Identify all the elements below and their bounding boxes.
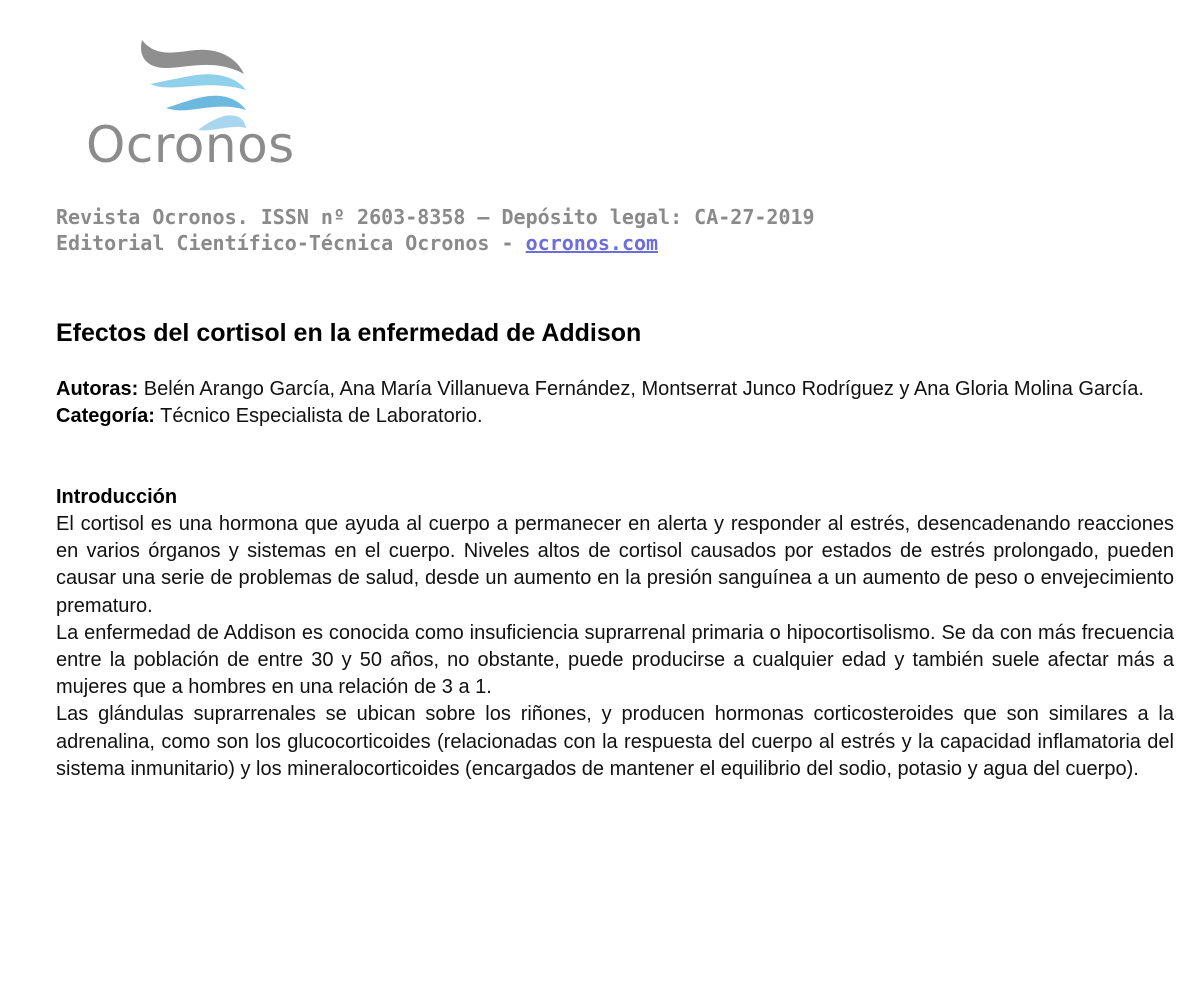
paragraph: El cortisol es una hormona que ayuda al cuerpo a permanecer en alerta y responder al estrés, desencadenando reacciones en varios órganos y sistemas en el cuerpo. Niveles altos de cortisol causados por estados de estrés prolongado, pueden causar una serie de problemas de salud, desde un aumento en la presión sanguínea a un aumento de peso o envejecimiento prematuro. [56, 513, 1174, 617]
publisher-name: Editorial Científico-Técnica Ocronos - [56, 231, 526, 255]
publisher-line [56, 230, 815, 256]
category-line [56, 403, 1174, 430]
ocronos-logo [86, 34, 302, 180]
authors-line [56, 376, 1174, 403]
journal-issn-line: Revista Ocronos. ISSN nº 2603-8358 – Depósito legal: CA-27-2019 [56, 205, 815, 229]
category-label: Categoría: [56, 405, 155, 427]
paragraph: La enfermedad de Addison es conocida como insuficiencia suprarrenal primaria o hipocortisolismo. Se da con más frecuencia entre la población de entre 30 y 50 años, no obstante, puede producirse a cualquier edad y también suele afectar más a mujeres que a hombres en una relación de 3 a 1. [56, 621, 1174, 699]
introduction-section [56, 484, 1174, 783]
journal-masthead [56, 204, 815, 256]
introduction-heading: Introducción [56, 486, 178, 508]
category-value: Técnico Especialista de Laboratorio. [154, 405, 483, 427]
article-title: Efectos del cortisol en la enfermedad de Addison [56, 319, 642, 347]
paragraph: Las glándulas suprarrenales se ubican sobre los riñones, y producen hormonas corticosteroides que son similares a la adrenalina, como son los glucocorticoides (relacionadas con la respuesta del cuerpo al estrés y la capacidad inflamatoria del sistema inmunitario) y los mineralocorticoides (encargados de mantener el equilibrio del sodio, potasio y agua del cuerpo). [56, 703, 1174, 780]
authors-label: Autoras: [56, 378, 139, 400]
article-body [56, 316, 1174, 783]
authors-names: Belén Arango García, Ana María Villanueva Fernández, Montserrat Junco Rodríguez y Ana Gloria Molina García. [138, 378, 1144, 400]
ocronos-website-link[interactable]: ocronos.com [525, 231, 659, 255]
article-meta [56, 376, 1174, 430]
logo-wordmark: Ocronos [86, 116, 295, 174]
